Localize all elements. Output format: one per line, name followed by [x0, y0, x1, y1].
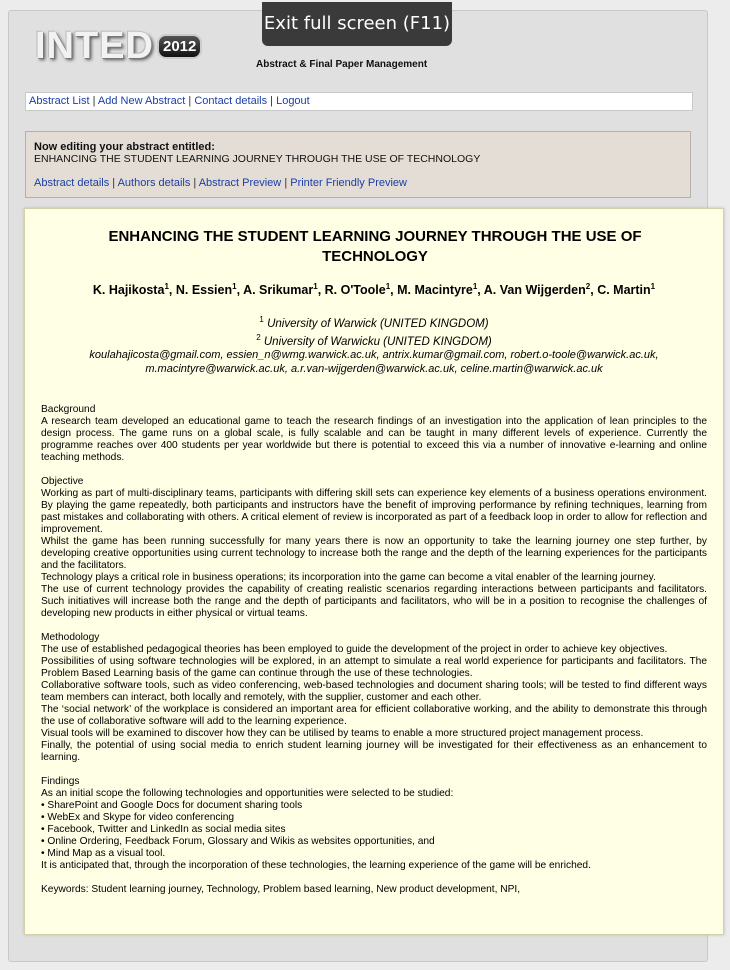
author-name: K. Hajikosta [92, 283, 165, 298]
keywords: Keywords: Student learning journey, Technology, Problem based learning, New product development, NPI, [41, 884, 521, 895]
author-affiliation-number: 1 [313, 282, 318, 291]
section-paragraph: Possibilities of using software technologies will be explored, in an attempt to simulate a real world experience for participants and facilitators. The Problem Based Learning basis of the game can continue through the use of these technologies. [41, 656, 707, 679]
section-paragraph: Whilst the game has been running successfully for many years there is now an opportunity to take the learning journey one step further, by developing creative opportunities using current technology to increase both the range and the depth of the learning experiences for the participants and the facilitators. [41, 536, 707, 571]
author-name: A. Srikumar [243, 283, 314, 298]
logo-year: 2012 [157, 34, 202, 59]
section-paragraph: As an initial scope the following technologies and opportunities were selected to be studied: [41, 788, 454, 799]
section-findings [41, 776, 707, 872]
author-separator: , [590, 283, 598, 298]
link-separator: | [284, 177, 288, 189]
main-nav [25, 92, 693, 111]
affiliation-2 [25, 333, 723, 348]
nav-contact-details[interactable]: Contact details [194, 95, 268, 107]
abstract-preview [24, 208, 724, 935]
link-separator: | [112, 177, 116, 189]
section-paragraph: Technology plays a critical role in business operations; its incorporation into the game can become a vital enabler of the learning journey. [41, 572, 656, 583]
section-paragraph: The use of current technology provides the capability of creating realistic scenarios regarding interactions between participants and facilitators. Such initiatives will increase both the range and the depth of participants and facilitators, who will be in a position to recognise the challenges of developing new products in either physical or virtual teams. [41, 584, 707, 619]
author-separator: , [236, 283, 244, 298]
section-methodology [41, 632, 707, 764]
author-emails [45, 348, 703, 376]
nav-separator: | [92, 95, 96, 107]
editing-title: ENHANCING THE STUDENT LEARNING JOURNEY THROUGH THE USE OF TECHNOLOGY [34, 153, 481, 165]
section-objective [41, 476, 707, 620]
author-name: C. Martin [597, 283, 651, 298]
section-paragraph: • SharePoint and Google Docs for document sharing tools [41, 800, 303, 811]
section-paragraph: The ‘social network’ of the workplace is considered an important area for efficient collaborative working, and the ability to demonstrate this through the use of collaborative software will add to the learning experience. [41, 704, 707, 727]
link-abstract-details[interactable]: Abstract details [34, 177, 110, 189]
section-paragraph: The use of established pedagogical theories has been employed to guide the development of the project in order to achieve key objectives. [41, 644, 668, 655]
section-paragraph: Working as part of multi-disciplinary teams, participants with differing skill sets can experience key elements of a business operations environment. By playing the game repeatedly, both participants and instructors have the benefit of improving performance by refining techniques, learning from past mistakes and collaborating with others. A critical element of review is incorporated as part of a feedback loop in order to allow for reflection and improvement. [41, 488, 707, 535]
section-background [41, 404, 707, 464]
link-printer-friendly-preview[interactable]: Printer Friendly Preview [290, 177, 407, 189]
section-paragraph: Finally, the potential of using social media to enrich student learning journey will be investigated for their effectiveness as an enhancement to learning. [41, 740, 707, 763]
section-paragraph: Collaborative software tools, such as video conferencing, web-based technologies and document sharing tools; will be tested to find different ways team members can interact, both locally and remotely, with the supplier, customer and each other. [41, 680, 707, 703]
abstract-body [41, 404, 707, 896]
nav-separator: | [188, 95, 192, 107]
author-name: M. Macintyre [397, 283, 473, 298]
author-separator: , [390, 283, 398, 298]
section-paragraph: Visual tools will be examined to discover how they can be utilised by teams to enable a more structured project management process. [41, 728, 644, 739]
emails-line-1: koulahajicosta@gmail.com, essien_n@wmg.warwick.ac.uk, antrix.kumar@gmail.com, robert.o-toole@warwick.ac.uk, [89, 349, 659, 361]
paper-title: ENHANCING THE STUDENT LEARNING JOURNEY THROUGH THE USE OF TECHNOLOGY [108, 228, 642, 265]
affiliation-number: 1 [259, 315, 264, 324]
nav-abstract-list[interactable]: Abstract List [29, 95, 90, 107]
section-paragraph: • Online Ordering, Feedback Forum, Glossary and Wikis as websites opportunities, and [41, 836, 435, 847]
exit-fullscreen-banner[interactable]: Exit full screen (F11) [262, 2, 452, 46]
author-name: R. O'Toole [324, 283, 386, 298]
section-paragraph: • Facebook, Twitter and LinkedIn as social media sites [41, 824, 286, 835]
author-name: N. Essien [175, 283, 233, 298]
paper-authors [25, 282, 723, 297]
link-authors-details[interactable]: Authors details [117, 177, 191, 189]
author-affiliation-number: 1 [232, 282, 237, 291]
section-heading: Findings [41, 776, 80, 787]
author-affiliation-number: 2 [585, 282, 591, 291]
nav-add-new-abstract[interactable]: Add New Abstract [97, 95, 186, 107]
author-affiliation-number: 1 [385, 282, 391, 291]
nav-separator: | [270, 95, 274, 107]
affiliation-text: University of Warwicku (UNITED KINGDOM) [263, 335, 492, 348]
author-affiliation-number: 1 [650, 282, 656, 291]
editing-panel [25, 131, 691, 198]
section-paragraph: It is anticipated that, through the incorporation of these technologies, the learning experience of the game will be enriched. [41, 860, 591, 871]
editing-heading: Now editing your abstract entitled: [34, 141, 215, 153]
editing-links [34, 177, 407, 189]
nav-logout[interactable]: Logout [276, 95, 310, 107]
author-separator: , [168, 283, 176, 298]
author-name: A. Van Wijgerden [483, 283, 586, 298]
section-heading: Background [41, 404, 96, 415]
author-affiliation-number: 1 [472, 282, 478, 291]
site-subtitle: Abstract & Final Paper Management [256, 59, 428, 70]
author-separator: , [317, 283, 325, 298]
affiliation-text: University of Warwick (UNITED KINGDOM) [267, 317, 489, 330]
emails-line-2: m.macintyre@warwick.ac.uk, a.r.van-wijgerden@warwick.ac.uk, celine.martin@warwick.ac.uk [145, 363, 603, 375]
author-separator: , [477, 283, 484, 298]
logo-name: INTED [35, 24, 154, 67]
author-affiliation-number: 1 [164, 282, 169, 291]
section-paragraph: • WebEx and Skype for video conferencing [41, 812, 235, 823]
affiliation-number: 2 [256, 333, 261, 342]
link-separator: | [193, 177, 197, 189]
link-abstract-preview[interactable]: Abstract Preview [198, 177, 282, 189]
section-heading: Objective [41, 476, 84, 487]
affiliation-1 [25, 315, 723, 330]
inted-logo[interactable] [35, 26, 202, 66]
section-heading: Methodology [41, 632, 100, 643]
section-paragraph: A research team developed an educational game to teach the research findings of an investigation into the application of lean principles to the design process. The game runs on a global scale, is fully scalable and can be taught in many different levels of experience. Currently the programme reaches over 400 students per year worldwide but there is potential to exceed this via a number of innovative e-learning and online teaching methods. [41, 416, 707, 463]
section-paragraph: • Mind Map as a visual tool. [41, 848, 166, 859]
